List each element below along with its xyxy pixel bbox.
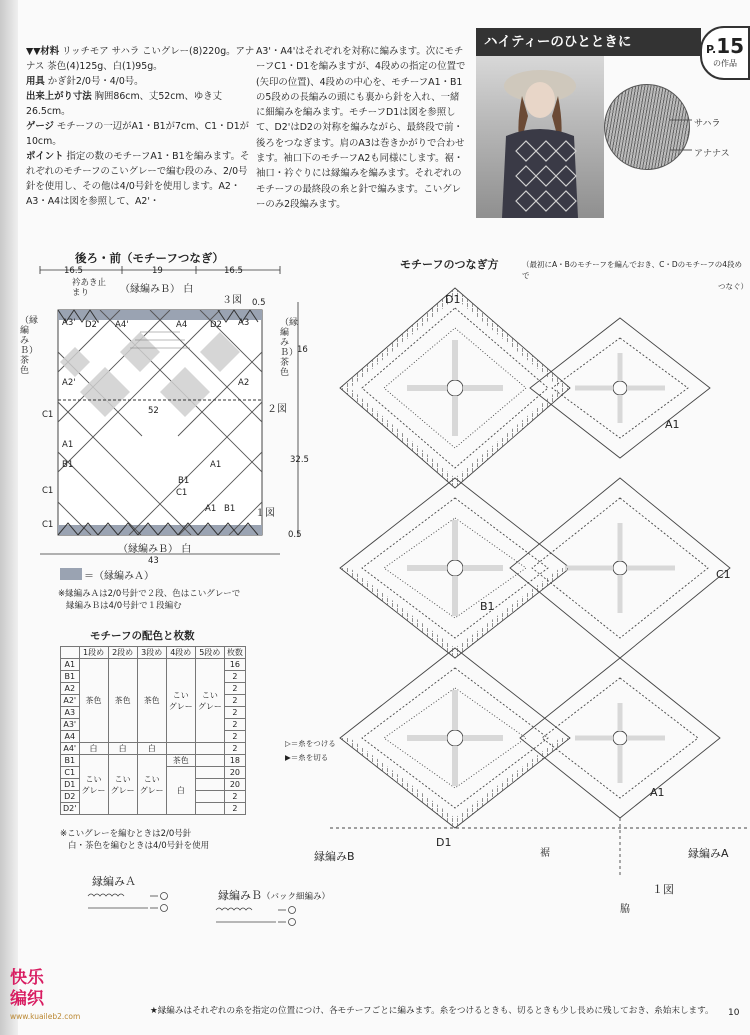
koi-text: こい <box>114 774 131 784</box>
edge-b-top-label: （縁編みＢ） <box>120 284 180 295</box>
chart-label-b1: B1 <box>480 600 495 613</box>
yarn-label-ananas: アナナス <box>694 149 730 159</box>
color-table <box>60 646 246 815</box>
row-count: 20 <box>224 779 245 791</box>
row-count: 2 <box>224 719 245 731</box>
edge-b-pattern <box>218 887 330 903</box>
cell-a2: A2 <box>238 378 250 388</box>
legend-label: ＝（縁編みＡ） <box>84 571 154 582</box>
edge-b-right <box>280 318 299 378</box>
gauge-label: ゲージ <box>26 121 54 132</box>
chart-label-a1-bottom: A1 <box>650 786 665 799</box>
row-name: A3' <box>61 719 80 731</box>
cell-color: 白 <box>108 743 137 755</box>
edge-note-2: 縁編みＢは4/0号針で１段編む <box>66 601 182 611</box>
cell-color <box>108 755 137 815</box>
cell-color <box>195 659 224 743</box>
model-photo <box>476 56 604 218</box>
row-count: 2 <box>224 707 245 719</box>
chart-edge-b: 縁編みB <box>314 850 355 863</box>
grey-text: グレー <box>168 701 193 711</box>
edge-b-bottom <box>118 540 191 555</box>
fig1-ref: １図 <box>255 508 275 519</box>
logo-line-1: 快乐 <box>10 968 44 988</box>
row-name: A1 <box>61 659 80 671</box>
page-number: 10 <box>728 1008 740 1018</box>
neck-opening-label: 衿あき止まり <box>72 278 107 298</box>
cell-d2: D2 <box>210 320 222 330</box>
th-4: 4段め <box>166 647 195 659</box>
cell-color <box>137 755 166 815</box>
cell-a4p: A4' <box>115 320 129 330</box>
cell-d2p: D2' <box>85 320 100 330</box>
koi-text: こい <box>143 774 160 784</box>
edge-b-chart <box>214 904 304 930</box>
instructions-body: A3'・A4'はそれぞれを対称に編みます。次にモチーフC1・D1を編みますが、4段めの指定の位置で(矢印の位置)、4段めの中心を、モチーフA1・B1の5段めの長編みの頭にも裏から針を入れ、一緒に細編みを編みます。モチーフD1は図を参照して、D2'はD2の対称を編みながら、最終段で前・後ろをつなぎます。肩のA3は巻きかがりで合わせます。袖口下のモチーフA2も同様にします。裾・袖口・衿ぐりには縁編みを編みます。それぞれのモチーフの最終段の糸と針で編みます。こいグレーのみ2段編みます。 <box>256 46 466 210</box>
yarn-label-sahara: サハラ <box>694 119 721 129</box>
crochet-chart <box>330 278 750 878</box>
grey-text: グレー <box>110 785 135 795</box>
attach-arrow-icon: ▷ <box>285 739 291 748</box>
edge-b-side-label: （縁編みＢ） <box>20 316 39 356</box>
row-count: 2 <box>224 683 245 695</box>
edge-a-label: 縁編みＡ <box>92 875 136 888</box>
chart-label-d1-bottom: D1 <box>436 836 452 849</box>
cell-a2p: A2' <box>62 378 76 388</box>
cell-c1-left-1: C1 <box>42 410 54 420</box>
joining-subtitle-1: （最初にA・Bのモチーフを編んでおき、C・Dのモチーフの4段めで <box>522 260 743 280</box>
edge-a-chart <box>86 890 176 916</box>
cell-empty <box>195 779 224 791</box>
cell-color: 茶色 <box>108 659 137 743</box>
dim-top-b: 19 <box>152 266 163 276</box>
materials-text <box>26 44 256 209</box>
cell-a1-3: A1 <box>205 504 217 514</box>
tools-label: 用具 <box>26 76 45 87</box>
dim-side-c: 32.5 <box>290 455 309 465</box>
th-0 <box>61 647 80 659</box>
dim-top-a: 16.5 <box>64 266 83 276</box>
cell-color <box>166 659 195 743</box>
th-6: 枚数 <box>224 647 245 659</box>
chart-side-label: 脇 <box>620 904 630 915</box>
cell-empty <box>195 755 224 767</box>
tools-body: かぎ針2/0号・4/0号。 <box>47 76 144 87</box>
cell-b1-1: B1 <box>62 460 74 470</box>
edge-b-bottom-label: （縁編みＢ） <box>118 544 178 555</box>
row-name: D1 <box>61 779 80 791</box>
koi-text: こい <box>85 774 102 784</box>
edge-b-right-label: （縁編みＢ） <box>280 318 299 358</box>
chart-label-a1-top: A1 <box>665 418 680 431</box>
fig2-ref: ２図 <box>267 404 287 415</box>
cell-color: 白 <box>79 743 108 755</box>
joining-subtitle-2: つなぐ） <box>718 282 748 291</box>
row-name: A4 <box>61 731 80 743</box>
dim-side-b: 16 <box>297 345 308 355</box>
row-count: 2 <box>224 731 245 743</box>
koi-text: こい <box>201 690 218 700</box>
legend-swatch <box>60 568 82 580</box>
yarn-leader-lines <box>670 110 694 154</box>
logo-line-2: 编织 <box>10 989 44 1009</box>
cell-empty <box>166 743 195 755</box>
table-note-1: ※こいグレーを編むときは2/0号針 <box>60 829 192 839</box>
page-badge <box>700 26 750 80</box>
row-count: 20 <box>224 767 245 779</box>
cell-c1-left-3: C1 <box>42 520 54 530</box>
cut-arrow-icon: ▶ <box>285 753 291 762</box>
row-name: A3 <box>61 707 80 719</box>
cell-a1-2: A1 <box>210 460 222 470</box>
row-count: 2 <box>224 671 245 683</box>
cell-a4: A4 <box>176 320 188 330</box>
edge-b-side-color: 茶色 <box>20 356 30 376</box>
body-diagram-title: 後ろ・前（モチーフつなぎ） <box>75 251 224 265</box>
footer-note: ★縁編みはそれぞれの糸を指定の位置につけ、各モチーフごとに編みます。糸をつけるときも、切るときも少し長めに残しておき、糸始末します。 <box>150 1006 714 1016</box>
edge-b-side <box>20 316 39 376</box>
badge-number: 15 <box>716 34 745 58</box>
row-name: C1 <box>61 767 80 779</box>
row-name: D2' <box>61 803 80 815</box>
dim-bottom: 43 <box>148 556 159 566</box>
dim-center: 52 <box>148 406 159 416</box>
cell-color: 茶色 <box>137 659 166 743</box>
site-logo <box>10 968 44 1010</box>
legend-attach-text: ＝糸をつける <box>290 739 336 748</box>
materials-label: ▼▼材料 <box>26 46 60 57</box>
dim-side-d: 0.5 <box>288 530 302 540</box>
th-3: 3段め <box>137 647 166 659</box>
edge-b-label: 縁編みＢ <box>218 889 262 902</box>
table-row <box>61 743 246 755</box>
model-figure-icon <box>476 56 604 218</box>
cell-empty <box>195 767 224 779</box>
chart-fig-label: １図 <box>652 883 674 896</box>
edge-b-note: （バック細編み） <box>262 892 331 902</box>
cell-a3: A3 <box>238 318 250 328</box>
color-table-title: モチーフの配色と枚数 <box>90 630 195 642</box>
cell-empty <box>195 803 224 815</box>
cell-empty <box>195 791 224 803</box>
cell-b1-3: B1 <box>224 504 236 514</box>
row-name: A2 <box>61 683 80 695</box>
chart-edge-a: 縁編みA <box>688 847 729 860</box>
legend-attach <box>285 738 336 749</box>
cell-empty <box>195 743 224 755</box>
dim-side-a: 0.5 <box>252 298 266 308</box>
table-note-2: 白・茶色を編むときは4/0号針を使用 <box>68 841 210 851</box>
title-banner <box>476 28 701 56</box>
row-count: 18 <box>224 755 245 767</box>
joining-diagram-title: モチーフのつなぎ方 <box>400 258 499 271</box>
cell-color: 白 <box>137 743 166 755</box>
size-body: 胸囲86cm、丈52cm、ゆき丈26.5cm。 <box>26 91 223 117</box>
legend-cut <box>285 752 328 763</box>
row-count: 2 <box>224 695 245 707</box>
legend-cut-text: ＝糸を切る <box>290 753 329 762</box>
materials-body: リッチモア サハラ こいグレー(8)220g。アナナス 茶色(4)125g、白(1)95g。 <box>26 46 255 72</box>
chart-label-d1-top: D1 <box>445 293 461 306</box>
edge-b-bottom-color: 白 <box>181 544 192 555</box>
chart-hem-label: 裾 <box>540 848 550 859</box>
gauge-body: モチーフの一辺がA1・B1が7cm、C1・D1が10cm。 <box>26 121 250 147</box>
edge-b-top <box>120 280 193 295</box>
point-body: 指定の数のモチーフA1・B1を編みます。それぞれのモチーフのこいグレーで編む段のみ、2/0号針を使用し、その他は4/0号針を使用します。A2・A3・A4は図を参照して、A2'・ <box>26 151 250 207</box>
book-spine-shadow <box>0 0 18 1035</box>
cell-b1-2: B1 <box>178 476 190 486</box>
chart-label-c1: C1 <box>716 568 731 581</box>
row-count: 2 <box>224 791 245 803</box>
badge-suffix: の作品 <box>713 59 737 68</box>
row-name: A2' <box>61 695 80 707</box>
row-count: 2 <box>224 743 245 755</box>
th-2: 2段め <box>108 647 137 659</box>
badge-prefix: P. <box>705 43 717 56</box>
color-table-header <box>61 647 246 659</box>
row-name: B1 <box>61 671 80 683</box>
dim-top-c: 16.5 <box>224 266 243 276</box>
edge-b-top-color: 白 <box>183 284 194 295</box>
cell-color: 茶色 <box>166 755 195 767</box>
row-name: B1 <box>61 755 80 767</box>
instructions-text <box>256 44 468 212</box>
logo-url: www.kuaileb2.com <box>10 1012 81 1021</box>
row-count: 2 <box>224 803 245 815</box>
size-label: 出来上がり寸法 <box>26 91 92 102</box>
edge-note-1: ※縁編みＡは2/0号針で２段、色はこいグレーで <box>58 589 241 599</box>
koi-text: こい <box>172 690 189 700</box>
fig3-ref: ３図 <box>222 295 242 306</box>
cell-color <box>79 755 108 815</box>
edge-b-right-color: 茶色 <box>280 358 290 378</box>
th-5: 5段め <box>195 647 224 659</box>
cell-a1-1: A1 <box>62 440 74 450</box>
cell-a3p: A3' <box>62 318 76 328</box>
cell-c1-left-2: C1 <box>42 486 54 496</box>
banner-title: ハイティーのひとときに <box>484 34 632 50</box>
grey-text: グレー <box>197 701 222 711</box>
row-name: D2 <box>61 791 80 803</box>
cell-color: 茶色 <box>79 659 108 743</box>
table-row <box>61 659 246 671</box>
cell-c1-right: C1 <box>176 488 188 498</box>
grey-text: グレー <box>139 785 164 795</box>
cell-color: 白 <box>166 767 195 815</box>
th-1: 1段め <box>79 647 108 659</box>
row-name: A4' <box>61 743 80 755</box>
row-count: 16 <box>224 659 245 671</box>
grey-text: グレー <box>81 785 106 795</box>
point-label: ポイント <box>26 151 64 162</box>
table-row <box>61 755 246 767</box>
